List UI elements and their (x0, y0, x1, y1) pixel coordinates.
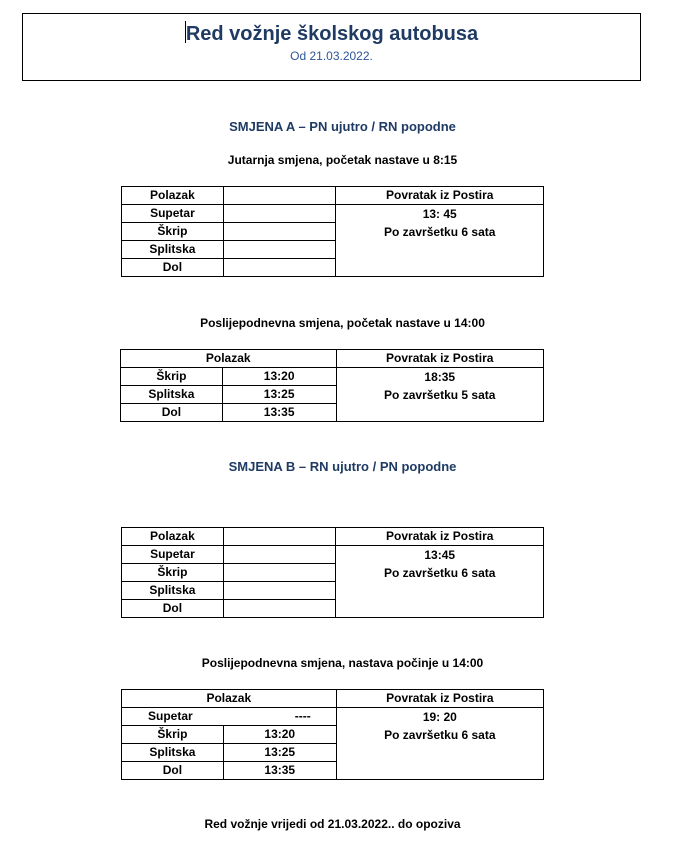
table-row (122, 546, 544, 564)
shift-a-afternoon-caption: Poslijepodnevna smjena, početak nastave u 14:00 (200, 316, 485, 330)
shift-b-afternoon-caption: Poslijepodnevna smjena, nastava počinje u 14:00 (201, 656, 484, 670)
shift-a-afternoon-table (120, 349, 544, 422)
shift-a-title: SMJENA A – PN ujutro / RN popodne (229, 119, 456, 134)
place-cell: Splitska (122, 744, 224, 762)
time-cell: 13:20 (222, 368, 336, 386)
col-departure-header: Polazak (122, 187, 224, 205)
shift-b-title: SMJENA B – RN ujutro / PN popodne (228, 459, 457, 474)
table-row (121, 368, 544, 386)
return-time: 19: 20 (422, 710, 457, 724)
return-time: 18:35 (424, 370, 456, 384)
place-cell: Splitska (122, 241, 224, 259)
document-header (22, 13, 641, 81)
empty-cell (223, 187, 336, 205)
return-note: Po završetku 6 sata (384, 566, 496, 580)
table-row (122, 205, 544, 223)
time-cell (223, 223, 336, 241)
table-header-row (122, 528, 544, 546)
shift-a-morning-table (121, 186, 544, 277)
place-time-merged-cell (122, 708, 337, 726)
shift-b-afternoon-table (121, 689, 544, 780)
return-time: 13: 45 (422, 207, 457, 221)
table-header-row (122, 690, 544, 708)
col-departure-header: Polazak (122, 690, 337, 708)
empty-cell (223, 528, 336, 546)
time-cell (223, 582, 336, 600)
time-cell (223, 600, 336, 618)
return-cell (336, 368, 544, 422)
time-cell (223, 241, 336, 259)
table-header-row (121, 350, 544, 368)
time-label: ---- (294, 709, 311, 723)
time-cell: 13:20 (223, 726, 336, 744)
col-departure-header: Polazak (122, 528, 224, 546)
place-cell: Dol (121, 404, 223, 422)
time-cell: 13:35 (222, 404, 336, 422)
return-cell (336, 205, 544, 277)
return-cell (336, 546, 544, 618)
time-cell (223, 205, 336, 223)
return-note: Po završetku 5 sata (384, 388, 496, 402)
validity-footer: Red vožnje vrijedi od 21.03.2022.. do opoziva (204, 817, 461, 831)
time-cell: 13:25 (222, 386, 336, 404)
time-cell (223, 546, 336, 564)
place-cell: Škrip (122, 564, 224, 582)
shift-a-morning-caption: Jutarnja smjena, početak nastave u 8:15 (227, 153, 458, 167)
return-cell (336, 708, 543, 780)
return-note: Po završetku 6 sata (384, 225, 496, 239)
time-cell: 13:25 (223, 744, 336, 762)
place-cell: Dol (122, 600, 224, 618)
place-label: Supetar (148, 709, 193, 723)
time-cell: 13:35 (223, 762, 336, 780)
return-time: 13:45 (424, 548, 456, 562)
col-return-header: Povratak iz Postira (336, 528, 544, 546)
place-cell: Supetar (122, 205, 224, 223)
place-cell: Škrip (121, 368, 223, 386)
time-cell (223, 259, 336, 277)
place-cell: Škrip (122, 726, 224, 744)
table-row (122, 708, 544, 726)
document-title-line (23, 21, 640, 46)
place-cell: Splitska (121, 386, 223, 404)
col-return-header: Povratak iz Postira (336, 187, 544, 205)
place-cell: Supetar (122, 546, 224, 564)
shift-b-morning-table (121, 527, 544, 618)
col-return-header: Povratak iz Postira (336, 350, 544, 368)
place-cell: Splitska (122, 582, 224, 600)
place-cell: Dol (122, 259, 224, 277)
table-header-row (122, 187, 544, 205)
col-return-header: Povratak iz Postira (336, 690, 543, 708)
col-departure-header: Polazak (121, 350, 337, 368)
place-cell: Dol (122, 762, 224, 780)
document-subtitle: Od 21.03.2022. (290, 49, 373, 63)
document-title: Red vožnje školskog autobusa (185, 23, 479, 45)
return-note: Po završetku 6 sata (384, 728, 496, 742)
time-cell (223, 564, 336, 582)
place-cell: Škrip (122, 223, 224, 241)
